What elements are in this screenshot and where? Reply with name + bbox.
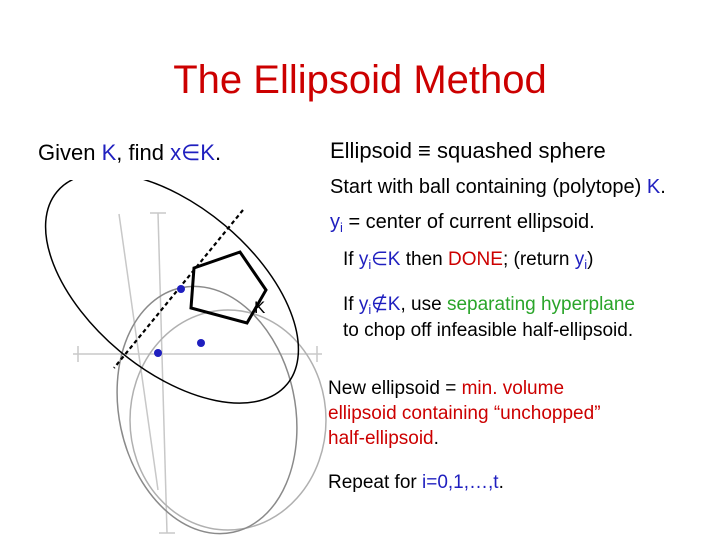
given-K: K <box>101 140 117 165</box>
if-notin-use: , use <box>400 294 447 315</box>
if-in-y: y <box>358 249 369 270</box>
given-x: x <box>170 140 182 165</box>
if-notin-line2: to chop off infeasible half-ellipsoid. <box>343 320 634 341</box>
if-in-close: ) <box>587 249 594 270</box>
start-line <box>330 176 666 199</box>
center-line <box>330 211 595 234</box>
given-K2: K <box>200 140 215 165</box>
faint-line <box>119 214 158 490</box>
if-notin-i: i <box>368 302 372 317</box>
separating-hyperplane-text: separating hyperplane <box>446 294 635 315</box>
start-end: . <box>660 176 666 198</box>
repeat-pre: Repeat for <box>328 472 422 493</box>
center-i: i <box>340 220 343 235</box>
if-in-K: K <box>387 249 401 270</box>
if-in-i2: i <box>584 257 588 272</box>
repeat-end: . <box>498 472 504 493</box>
current-ellipsoid <box>4 180 330 447</box>
center-point-y1 <box>154 349 162 357</box>
given-mid: , find <box>116 140 171 165</box>
if-in-line <box>343 247 593 272</box>
if-notin-line <box>343 292 635 317</box>
new-ellipsoid-line1 <box>328 376 564 401</box>
if-in-if: If <box>343 249 359 270</box>
new-ellipsoid-line2: ellipsoid containing “unchopped” <box>328 403 601 424</box>
if-in-return: ; (return <box>502 249 575 270</box>
min-volume-text: min. volume <box>461 378 565 399</box>
new-ellipsoid <box>95 269 319 540</box>
center-rest: = center of current ellipsoid. <box>342 211 595 233</box>
polytope-K-label: K <box>254 298 266 317</box>
center-point-y2 <box>197 339 205 347</box>
start-pre: Start with ball containing (polytope) <box>330 176 647 198</box>
new-ellipsoid-line3 <box>328 426 439 451</box>
page-title: The Ellipsoid Method <box>173 58 547 102</box>
ellipsoid-diagram <box>0 180 330 540</box>
if-in-i: i <box>368 257 372 272</box>
if-in-then: then <box>400 249 449 270</box>
if-in-y2: y <box>574 249 585 270</box>
if-notin-y: y <box>358 294 369 315</box>
if-notin-if: If <box>343 294 359 315</box>
new-ellipsoid-pre: New ellipsoid = <box>328 378 462 399</box>
notin-symbol: ∉ <box>371 294 388 315</box>
given-statement <box>38 140 221 166</box>
center-y: y <box>330 211 340 233</box>
new-ellipsoid-end: . <box>433 428 439 449</box>
repeat-range: i=0,1,…,t <box>422 472 499 493</box>
center-point-y0 <box>177 285 185 293</box>
vertical-axis <box>158 213 167 533</box>
if-notin-K: K <box>387 294 401 315</box>
if-in-symbol: ∈ <box>371 249 388 270</box>
given-pre: Given <box>38 140 102 165</box>
done-text: DONE <box>448 249 503 270</box>
given-end: . <box>214 140 222 165</box>
half-ellipsoid-text: half-ellipsoid <box>328 428 434 449</box>
given-in-symbol: ∈ <box>181 140 201 165</box>
repeat-line <box>328 470 504 495</box>
ellipsoid-definition: Ellipsoid ≡ squashed sphere <box>330 138 606 163</box>
start-K: K <box>646 176 661 198</box>
